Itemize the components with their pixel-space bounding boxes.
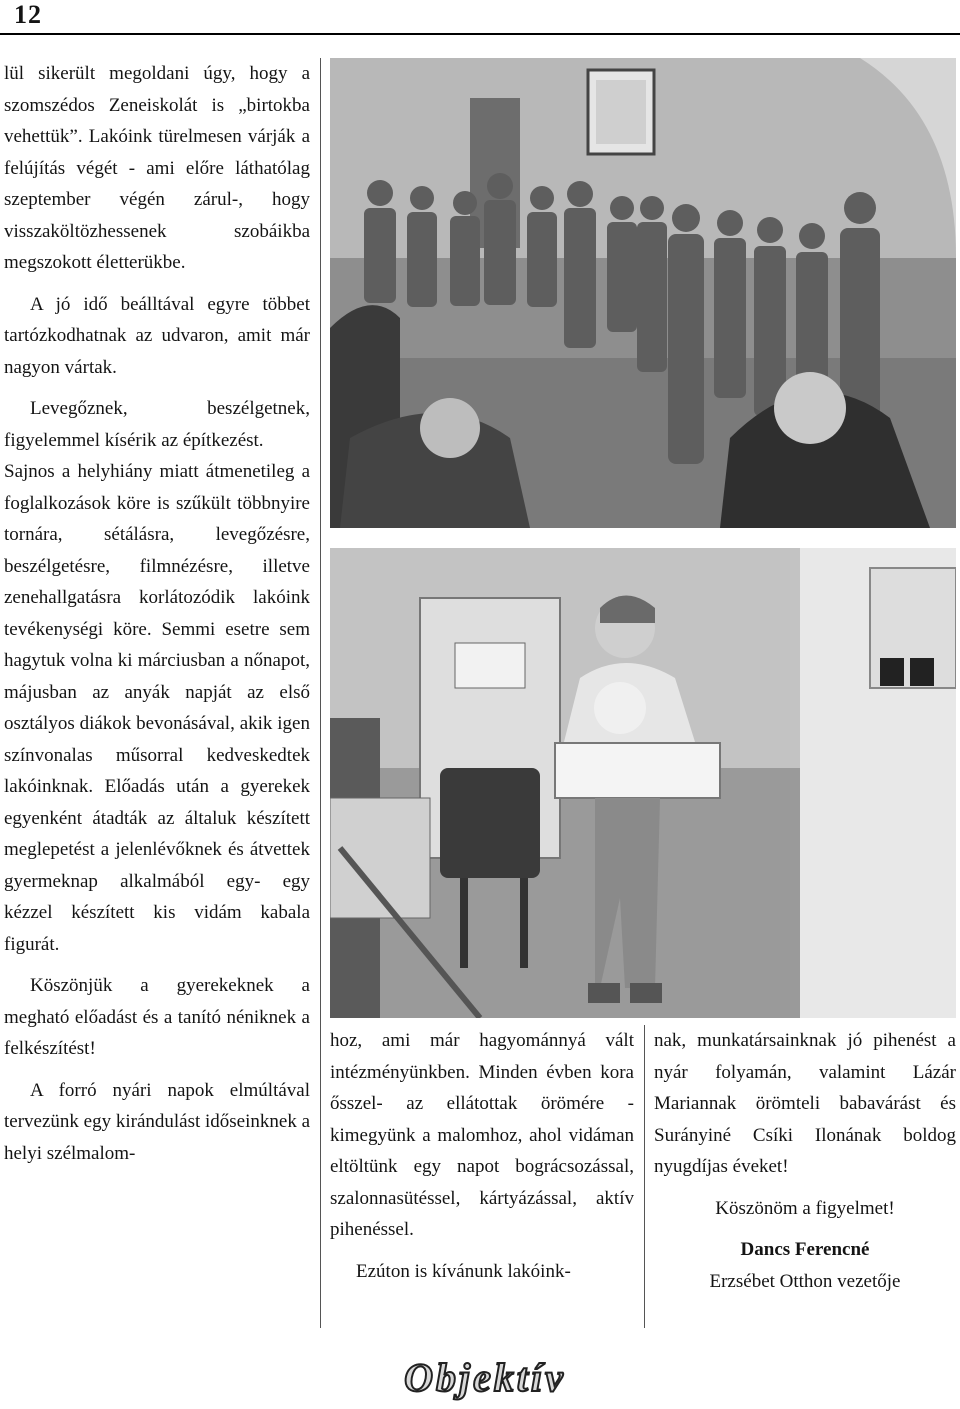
paragraph: lül sikerült megoldani úgy, hogy a szomszédos Zeneiskolát is „birtokba vehettük”. Lakóink türelmesen várják a felújítás végét - ami előre láthatólag szeptember végén zárul-, hogy visszaköltözhessenek szobáikba megszokott életterükbe. bbox=[4, 63, 310, 273]
column-3 bbox=[654, 1025, 956, 1297]
page-header bbox=[0, 0, 960, 34]
paragraph: Levegőznek, beszélgetnek, figyelemmel kísérik az építkezést. bbox=[4, 398, 310, 451]
objektiv-logo bbox=[360, 1355, 610, 1401]
author-name: Dancs Ferencné bbox=[740, 1239, 870, 1260]
photo-children-performance-image bbox=[330, 58, 956, 528]
photo-woman-with-gift-image bbox=[330, 548, 956, 1018]
logo-text: Objektív bbox=[404, 1355, 566, 1400]
column-2 bbox=[330, 1025, 634, 1287]
header-rule bbox=[0, 33, 960, 35]
paragraph: Sajnos a helyhiány miatt átmenetileg a foglalkozások köre is szűkült többnyire tornára, sétálásra, levegőzésre, beszélgetésre, filmnézésre, illetve zenehallgatásra korlátozódik lakóink tevékenységi köre. Semmi esetre sem hagytuk volna ki márciusban a nőnapot, májusban az anyák napját az első osztályos diákok bevonásával, akik igen színvonalas műsorral kedveskedtek lakóinknak. Előadás után a gyerekek egyenként átadták az általuk készített meglepetést a jelenlévőknek és átvettek gyermeknap alkalmából egy- egy kézzel készített kis vidám kabala figurát. bbox=[4, 461, 310, 955]
paragraph: A jó idő beálltával egyre többet tartózkodhatnak az udvaron, amit már nagyon vártak. bbox=[4, 293, 310, 378]
paragraph: nak, munkatársainknak jó pihenést a nyár folyamán, valamint Lázár Mariannak örömteli babavárást és Surányiné Csíki Ilonának boldog nyugdíjas éveket! bbox=[654, 1030, 956, 1177]
paragraph: A forró nyári napok elmúltával tervezünk egy kirándulást időseinknek a helyi szélmalom- bbox=[4, 1079, 311, 1164]
column-1 bbox=[4, 58, 310, 1169]
paragraph: Ezúton is kívánunk lakóink- bbox=[356, 1260, 571, 1282]
paragraph: hoz, ami már hagyománnyá vált intézményünkben. Minden évben kora ősszel- az ellátottak örömére - kimegyünk a malomhoz, ahol vidáman eltöltünk egy napot bográcsozással, szalonnasütéssel, kártyázással, aktív pihenéssel. bbox=[330, 1030, 634, 1240]
objektiv-logo-image bbox=[360, 1355, 610, 1401]
photo-children-performance bbox=[330, 58, 956, 528]
column-divider bbox=[320, 58, 321, 1328]
page-number: 12 bbox=[14, 0, 42, 29]
column-divider bbox=[644, 1025, 645, 1328]
photo-woman-with-gift bbox=[330, 548, 956, 1018]
closing-line: Köszönöm a figyelmet! bbox=[715, 1197, 895, 1219]
paragraph: Köszönjük a gyerekeknek a megható előadást és a tanító néniknek a felkészítést! bbox=[4, 975, 310, 1059]
author-title: Erzsébet Otthon vezetője bbox=[709, 1270, 901, 1292]
